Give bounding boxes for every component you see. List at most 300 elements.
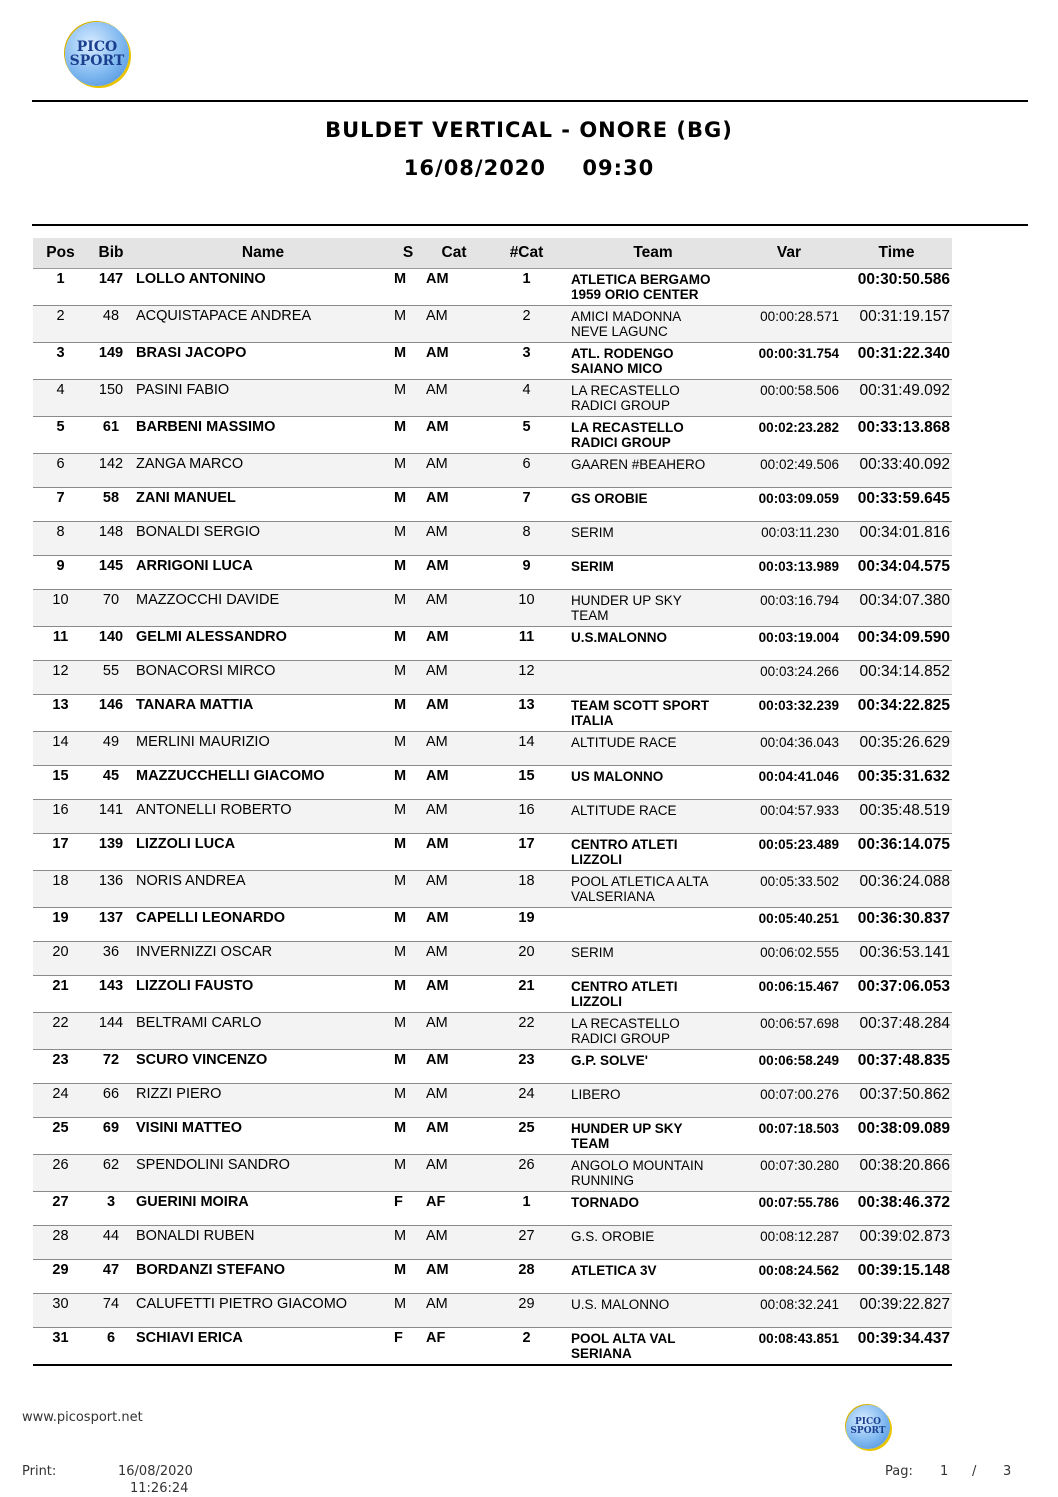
- cell-team: [569, 942, 737, 976]
- table-row: [33, 380, 952, 417]
- logo-small-line1: PICO: [855, 1417, 881, 1427]
- cell-time: 00:34:22.825: [841, 695, 952, 732]
- cell-bib: 69: [88, 1118, 134, 1155]
- cell-pos: 11: [33, 627, 88, 661]
- race-time: 09:30: [582, 156, 655, 180]
- team-line: HUNDER UP SKY: [571, 593, 682, 608]
- cell-cat: AM: [424, 1226, 484, 1260]
- print-time: 11:26:24: [130, 1481, 189, 1496]
- cell-bib: 145: [88, 556, 134, 590]
- cell-name: BARBENI MASSIMO: [134, 417, 392, 454]
- cell-sex: M: [392, 1260, 424, 1294]
- cell-team: [569, 306, 737, 343]
- cell-time: 00:38:09.089: [841, 1118, 952, 1155]
- cell-team: [569, 1226, 737, 1260]
- cell-team: [569, 627, 737, 661]
- team-line: RADICI GROUP: [571, 398, 671, 413]
- cell-pos: 2: [33, 306, 88, 343]
- team-line: SERIANA: [571, 1346, 632, 1361]
- cell-sex: M: [392, 1084, 424, 1118]
- cell-catpos: 5: [484, 417, 569, 454]
- cell-cat: AM: [424, 695, 484, 732]
- cell-pos: 30: [33, 1294, 88, 1328]
- team-line: POOL ATLETICA ALTA: [571, 874, 709, 889]
- team-line: ITALIA: [571, 713, 614, 728]
- cell-time: 00:37:48.835: [841, 1050, 952, 1084]
- cell-catpos: 23: [484, 1050, 569, 1084]
- cell-name: LIZZOLI FAUSTO: [134, 976, 392, 1013]
- cell-bib: 141: [88, 800, 134, 834]
- cell-time: 00:34:14.852: [841, 661, 952, 695]
- team-line: NEVE LAGUNC: [571, 324, 668, 339]
- cell-name: BELTRAMI CARLO: [134, 1013, 392, 1050]
- cell-var: 00:00:58.506: [737, 380, 841, 417]
- cell-sex: M: [392, 488, 424, 522]
- cell-pos: 28: [33, 1226, 88, 1260]
- cell-catpos: 2: [484, 1328, 569, 1366]
- team-line: ANGOLO MOUNTAIN: [571, 1158, 704, 1173]
- cell-var: 00:04:57.933: [737, 800, 841, 834]
- table-row: [33, 1260, 952, 1294]
- cell-cat: AM: [424, 343, 484, 380]
- cell-catpos: 18: [484, 871, 569, 908]
- cell-pos: 16: [33, 800, 88, 834]
- website-text: www.picosport.net: [22, 1410, 143, 1425]
- cell-team: [569, 1192, 737, 1226]
- table-row: [33, 695, 952, 732]
- team-line: TEAM: [571, 1136, 610, 1151]
- page-separator: /: [972, 1464, 977, 1479]
- cell-name: GELMI ALESSANDRO: [134, 627, 392, 661]
- cell-cat: AM: [424, 269, 484, 306]
- cell-cat: AF: [424, 1192, 484, 1226]
- table-row: [33, 522, 952, 556]
- team-line: US MALONNO: [571, 769, 664, 784]
- cell-name: SCHIAVI ERICA: [134, 1328, 392, 1366]
- team-line: VALSERIANA: [571, 889, 655, 904]
- cell-name: ANTONELLI ROBERTO: [134, 800, 392, 834]
- cell-team: [569, 834, 737, 871]
- cell-name: PASINI FABIO: [134, 380, 392, 417]
- cell-cat: AF: [424, 1328, 484, 1366]
- cell-team: [569, 800, 737, 834]
- cell-catpos: 21: [484, 976, 569, 1013]
- cell-sex: M: [392, 871, 424, 908]
- pico-sport-logo-small: [846, 1405, 890, 1449]
- col-header-time: Time: [841, 238, 952, 269]
- cell-var: 00:03:13.989: [737, 556, 841, 590]
- cell-catpos: 11: [484, 627, 569, 661]
- team-line: ALTITUDE RACE: [571, 735, 677, 750]
- cell-catpos: 13: [484, 695, 569, 732]
- table-row: [33, 732, 952, 766]
- results-body: [33, 269, 952, 1366]
- team-line: RADICI GROUP: [571, 435, 671, 450]
- cell-sex: M: [392, 522, 424, 556]
- cell-pos: 29: [33, 1260, 88, 1294]
- team-line: G.S. OROBIE: [571, 1229, 655, 1244]
- cell-time: 00:37:06.053: [841, 976, 952, 1013]
- team-line: SERIM: [571, 559, 614, 574]
- cell-name: GUERINI MOIRA: [134, 1192, 392, 1226]
- cell-var: 00:00:31.754: [737, 343, 841, 380]
- table-row: [33, 871, 952, 908]
- cell-time: 00:38:20.866: [841, 1155, 952, 1192]
- cell-time: 00:33:40.092: [841, 454, 952, 488]
- cell-team: [569, 343, 737, 380]
- cell-bib: 146: [88, 695, 134, 732]
- cell-pos: 8: [33, 522, 88, 556]
- table-row: [33, 454, 952, 488]
- cell-pos: 31: [33, 1328, 88, 1366]
- cell-bib: 44: [88, 1226, 134, 1260]
- cell-bib: 70: [88, 590, 134, 627]
- cell-catpos: 22: [484, 1013, 569, 1050]
- team-line: SERIM: [571, 525, 614, 540]
- cell-bib: 144: [88, 1013, 134, 1050]
- table-row: [33, 1118, 952, 1155]
- cell-cat: AM: [424, 1260, 484, 1294]
- table-row: [33, 908, 952, 942]
- cell-team: [569, 1260, 737, 1294]
- cell-team: [569, 1294, 737, 1328]
- page-label: Pag:: [885, 1464, 913, 1479]
- table-row: [33, 942, 952, 976]
- cell-team: [569, 908, 737, 942]
- cell-catpos: 3: [484, 343, 569, 380]
- cell-sex: M: [392, 590, 424, 627]
- cell-team: [569, 695, 737, 732]
- cell-name: MAZZOCCHI DAVIDE: [134, 590, 392, 627]
- team-line: HUNDER UP SKY: [571, 1121, 683, 1136]
- cell-name: RIZZI PIERO: [134, 1084, 392, 1118]
- cell-pos: 25: [33, 1118, 88, 1155]
- cell-name: LOLLO ANTONINO: [134, 269, 392, 306]
- cell-pos: 1: [33, 269, 88, 306]
- team-line: RADICI GROUP: [571, 1031, 671, 1046]
- cell-time: 00:39:02.873: [841, 1226, 952, 1260]
- col-header-team: Team: [569, 238, 737, 269]
- cell-var: 00:08:32.241: [737, 1294, 841, 1328]
- cell-bib: 45: [88, 766, 134, 800]
- cell-time: 00:30:50.586: [841, 269, 952, 306]
- cell-sex: M: [392, 1118, 424, 1155]
- cell-bib: 6: [88, 1328, 134, 1366]
- table-row: [33, 1226, 952, 1260]
- cell-bib: 136: [88, 871, 134, 908]
- cell-sex: M: [392, 732, 424, 766]
- col-header-name: Name: [134, 238, 392, 269]
- cell-team: [569, 1013, 737, 1050]
- cell-sex: M: [392, 556, 424, 590]
- cell-catpos: 16: [484, 800, 569, 834]
- table-row: [33, 1294, 952, 1328]
- cell-name: MAZZUCCHELLI GIACOMO: [134, 766, 392, 800]
- cell-name: BONALDI SERGIO: [134, 522, 392, 556]
- cell-catpos: 12: [484, 661, 569, 695]
- table-row: [33, 556, 952, 590]
- cell-pos: 4: [33, 380, 88, 417]
- cell-sex: M: [392, 1226, 424, 1260]
- cell-bib: 72: [88, 1050, 134, 1084]
- cell-catpos: 14: [484, 732, 569, 766]
- cell-var: [737, 269, 841, 306]
- cell-sex: M: [392, 695, 424, 732]
- col-header-sex: S: [392, 238, 424, 269]
- cell-cat: AM: [424, 800, 484, 834]
- table-row: [33, 834, 952, 871]
- table-row: [33, 417, 952, 454]
- team-line: LIZZOLI: [571, 852, 622, 867]
- cell-var: 00:03:09.059: [737, 488, 841, 522]
- cell-sex: F: [392, 1192, 424, 1226]
- cell-pos: 21: [33, 976, 88, 1013]
- race-title: BULDET VERTICAL - ONORE (BG): [325, 118, 733, 142]
- cell-sex: M: [392, 1294, 424, 1328]
- cell-time: 00:34:07.380: [841, 590, 952, 627]
- cell-var: 00:05:23.489: [737, 834, 841, 871]
- cell-var: 00:02:23.282: [737, 417, 841, 454]
- cell-catpos: 1: [484, 269, 569, 306]
- cell-cat: AM: [424, 661, 484, 695]
- cell-cat: AM: [424, 627, 484, 661]
- cell-bib: 139: [88, 834, 134, 871]
- cell-time: 00:37:48.284: [841, 1013, 952, 1050]
- cell-name: CAPELLI LEONARDO: [134, 908, 392, 942]
- cell-name: VISINI MATTEO: [134, 1118, 392, 1155]
- table-row: [33, 1328, 952, 1366]
- team-line: RUNNING: [571, 1173, 634, 1188]
- print-date: 16/08/2020: [118, 1464, 193, 1479]
- cell-team: [569, 522, 737, 556]
- cell-bib: 3: [88, 1192, 134, 1226]
- col-header-catpos: #Cat: [484, 238, 569, 269]
- cell-team: [569, 269, 737, 306]
- cell-time: 00:39:22.827: [841, 1294, 952, 1328]
- cell-var: 00:06:58.249: [737, 1050, 841, 1084]
- cell-var: 00:03:32.239: [737, 695, 841, 732]
- team-line: TORNADO: [571, 1195, 640, 1210]
- cell-bib: 74: [88, 1294, 134, 1328]
- cell-sex: M: [392, 800, 424, 834]
- cell-var: 00:03:24.266: [737, 661, 841, 695]
- cell-sex: M: [392, 834, 424, 871]
- cell-catpos: 26: [484, 1155, 569, 1192]
- cell-name: LIZZOLI LUCA: [134, 834, 392, 871]
- cell-time: 00:33:59.645: [841, 488, 952, 522]
- team-line: U.S.MALONNO: [571, 630, 667, 645]
- col-header-var: Var: [737, 238, 841, 269]
- cell-name: SCURO VINCENZO: [134, 1050, 392, 1084]
- cell-var: 00:08:12.287: [737, 1226, 841, 1260]
- cell-cat: AM: [424, 380, 484, 417]
- team-line: ATLETICA 3V: [571, 1263, 657, 1278]
- cell-bib: 147: [88, 269, 134, 306]
- cell-name: ACQUISTAPACE ANDREA: [134, 306, 392, 343]
- cell-pos: 26: [33, 1155, 88, 1192]
- cell-name: INVERNIZZI OSCAR: [134, 942, 392, 976]
- cell-catpos: 2: [484, 306, 569, 343]
- table-row: [33, 343, 952, 380]
- cell-sex: M: [392, 976, 424, 1013]
- cell-cat: AM: [424, 766, 484, 800]
- cell-bib: 61: [88, 417, 134, 454]
- cell-sex: M: [392, 766, 424, 800]
- cell-var: 00:07:18.503: [737, 1118, 841, 1155]
- cell-catpos: 6: [484, 454, 569, 488]
- team-line: TEAM: [571, 608, 609, 623]
- team-line: LIBERO: [571, 1087, 621, 1102]
- cell-bib: 47: [88, 1260, 134, 1294]
- cell-pos: 3: [33, 343, 88, 380]
- cell-sex: M: [392, 343, 424, 380]
- team-line: SERIM: [571, 945, 614, 960]
- cell-team: [569, 417, 737, 454]
- cell-cat: AM: [424, 1118, 484, 1155]
- cell-pos: 20: [33, 942, 88, 976]
- cell-var: 00:08:24.562: [737, 1260, 841, 1294]
- team-line: AMICI MADONNA: [571, 309, 682, 324]
- team-line: 1959 ORIO CENTER: [571, 287, 699, 302]
- cell-name: BONACORSI MIRCO: [134, 661, 392, 695]
- cell-pos: 14: [33, 732, 88, 766]
- cell-var: 00:04:36.043: [737, 732, 841, 766]
- cell-sex: M: [392, 627, 424, 661]
- cell-cat: AM: [424, 590, 484, 627]
- page-current: 1: [940, 1464, 949, 1479]
- table-row: [33, 1084, 952, 1118]
- cell-cat: AM: [424, 488, 484, 522]
- cell-time: 00:31:22.340: [841, 343, 952, 380]
- table-row: [33, 1155, 952, 1192]
- col-header-bib: Bib: [88, 238, 134, 269]
- cell-cat: AM: [424, 908, 484, 942]
- cell-cat: AM: [424, 942, 484, 976]
- table-row: [33, 800, 952, 834]
- team-line: ALTITUDE RACE: [571, 803, 677, 818]
- cell-sex: M: [392, 1155, 424, 1192]
- cell-sex: M: [392, 908, 424, 942]
- cell-catpos: 25: [484, 1118, 569, 1155]
- cell-time: 00:37:50.862: [841, 1084, 952, 1118]
- cell-cat: AM: [424, 834, 484, 871]
- cell-catpos: 27: [484, 1226, 569, 1260]
- pico-sport-logo: [65, 22, 129, 86]
- race-datetime: [0, 156, 1058, 180]
- cell-var: 00:03:19.004: [737, 627, 841, 661]
- team-line: LA RECASTELLO: [571, 1016, 680, 1031]
- team-line: G.P. SOLVE': [571, 1053, 648, 1068]
- cell-cat: AM: [424, 1050, 484, 1084]
- cell-name: BORDANZI STEFANO: [134, 1260, 392, 1294]
- cell-time: 00:39:34.437: [841, 1328, 952, 1366]
- cell-var: 00:08:43.851: [737, 1328, 841, 1366]
- table-header-row: [33, 238, 952, 269]
- cell-team: [569, 454, 737, 488]
- table-row: [33, 590, 952, 627]
- cell-bib: 142: [88, 454, 134, 488]
- team-line: TEAM SCOTT SPORT: [571, 698, 709, 713]
- cell-sex: M: [392, 306, 424, 343]
- table-row: [33, 1013, 952, 1050]
- col-header-pos: Pos: [33, 238, 88, 269]
- cell-var: 00:06:02.555: [737, 942, 841, 976]
- table-row: [33, 488, 952, 522]
- cell-cat: AM: [424, 1013, 484, 1050]
- cell-var: 00:07:30.280: [737, 1155, 841, 1192]
- cell-name: BONALDI RUBEN: [134, 1226, 392, 1260]
- cell-cat: AM: [424, 871, 484, 908]
- logo-text-line1: PICO: [76, 39, 118, 55]
- cell-team: [569, 871, 737, 908]
- cell-time: 00:35:26.629: [841, 732, 952, 766]
- cell-pos: 24: [33, 1084, 88, 1118]
- cell-bib: 55: [88, 661, 134, 695]
- team-line: LA RECASTELLO: [571, 420, 684, 435]
- cell-time: 00:35:31.632: [841, 766, 952, 800]
- cell-bib: 48: [88, 306, 134, 343]
- team-line: GS OROBIE: [571, 491, 648, 506]
- cell-catpos: 4: [484, 380, 569, 417]
- cell-time: 00:34:04.575: [841, 556, 952, 590]
- cell-var: 00:02:49.506: [737, 454, 841, 488]
- cell-time: 00:36:24.088: [841, 871, 952, 908]
- cell-cat: AM: [424, 976, 484, 1013]
- cell-bib: 149: [88, 343, 134, 380]
- cell-time: 00:34:01.816: [841, 522, 952, 556]
- table-row: [33, 976, 952, 1013]
- cell-catpos: 20: [484, 942, 569, 976]
- cell-time: 00:31:19.157: [841, 306, 952, 343]
- table-row: [33, 306, 952, 343]
- cell-sex: M: [392, 661, 424, 695]
- team-line: ATLETICA BERGAMO: [571, 272, 711, 287]
- team-line: LIZZOLI: [571, 994, 622, 1009]
- cell-team: [569, 976, 737, 1013]
- cell-var: 00:06:15.467: [737, 976, 841, 1013]
- cell-sex: M: [392, 1050, 424, 1084]
- page-total: 3: [1003, 1464, 1012, 1479]
- cell-var: 00:07:00.276: [737, 1084, 841, 1118]
- cell-catpos: 8: [484, 522, 569, 556]
- team-line: U.S. MALONNO: [571, 1297, 670, 1312]
- cell-cat: AM: [424, 1294, 484, 1328]
- cell-team: [569, 1050, 737, 1084]
- cell-time: 00:38:46.372: [841, 1192, 952, 1226]
- cell-name: ARRIGONI LUCA: [134, 556, 392, 590]
- cell-var: 00:03:11.230: [737, 522, 841, 556]
- cell-name: ZANI MANUEL: [134, 488, 392, 522]
- cell-pos: 12: [33, 661, 88, 695]
- cell-pos: 27: [33, 1192, 88, 1226]
- cell-catpos: 10: [484, 590, 569, 627]
- results-table: [33, 238, 952, 1366]
- cell-bib: 36: [88, 942, 134, 976]
- cell-cat: AM: [424, 556, 484, 590]
- cell-team: [569, 488, 737, 522]
- race-date: 16/08/2020: [403, 156, 547, 180]
- cell-catpos: 17: [484, 834, 569, 871]
- cell-cat: AM: [424, 1155, 484, 1192]
- cell-sex: M: [392, 942, 424, 976]
- table-row: [33, 1050, 952, 1084]
- cell-bib: 66: [88, 1084, 134, 1118]
- cell-catpos: 28: [484, 1260, 569, 1294]
- cell-team: [569, 1328, 737, 1366]
- print-label: Print:: [22, 1464, 57, 1479]
- cell-bib: 49: [88, 732, 134, 766]
- cell-bib: 62: [88, 1155, 134, 1192]
